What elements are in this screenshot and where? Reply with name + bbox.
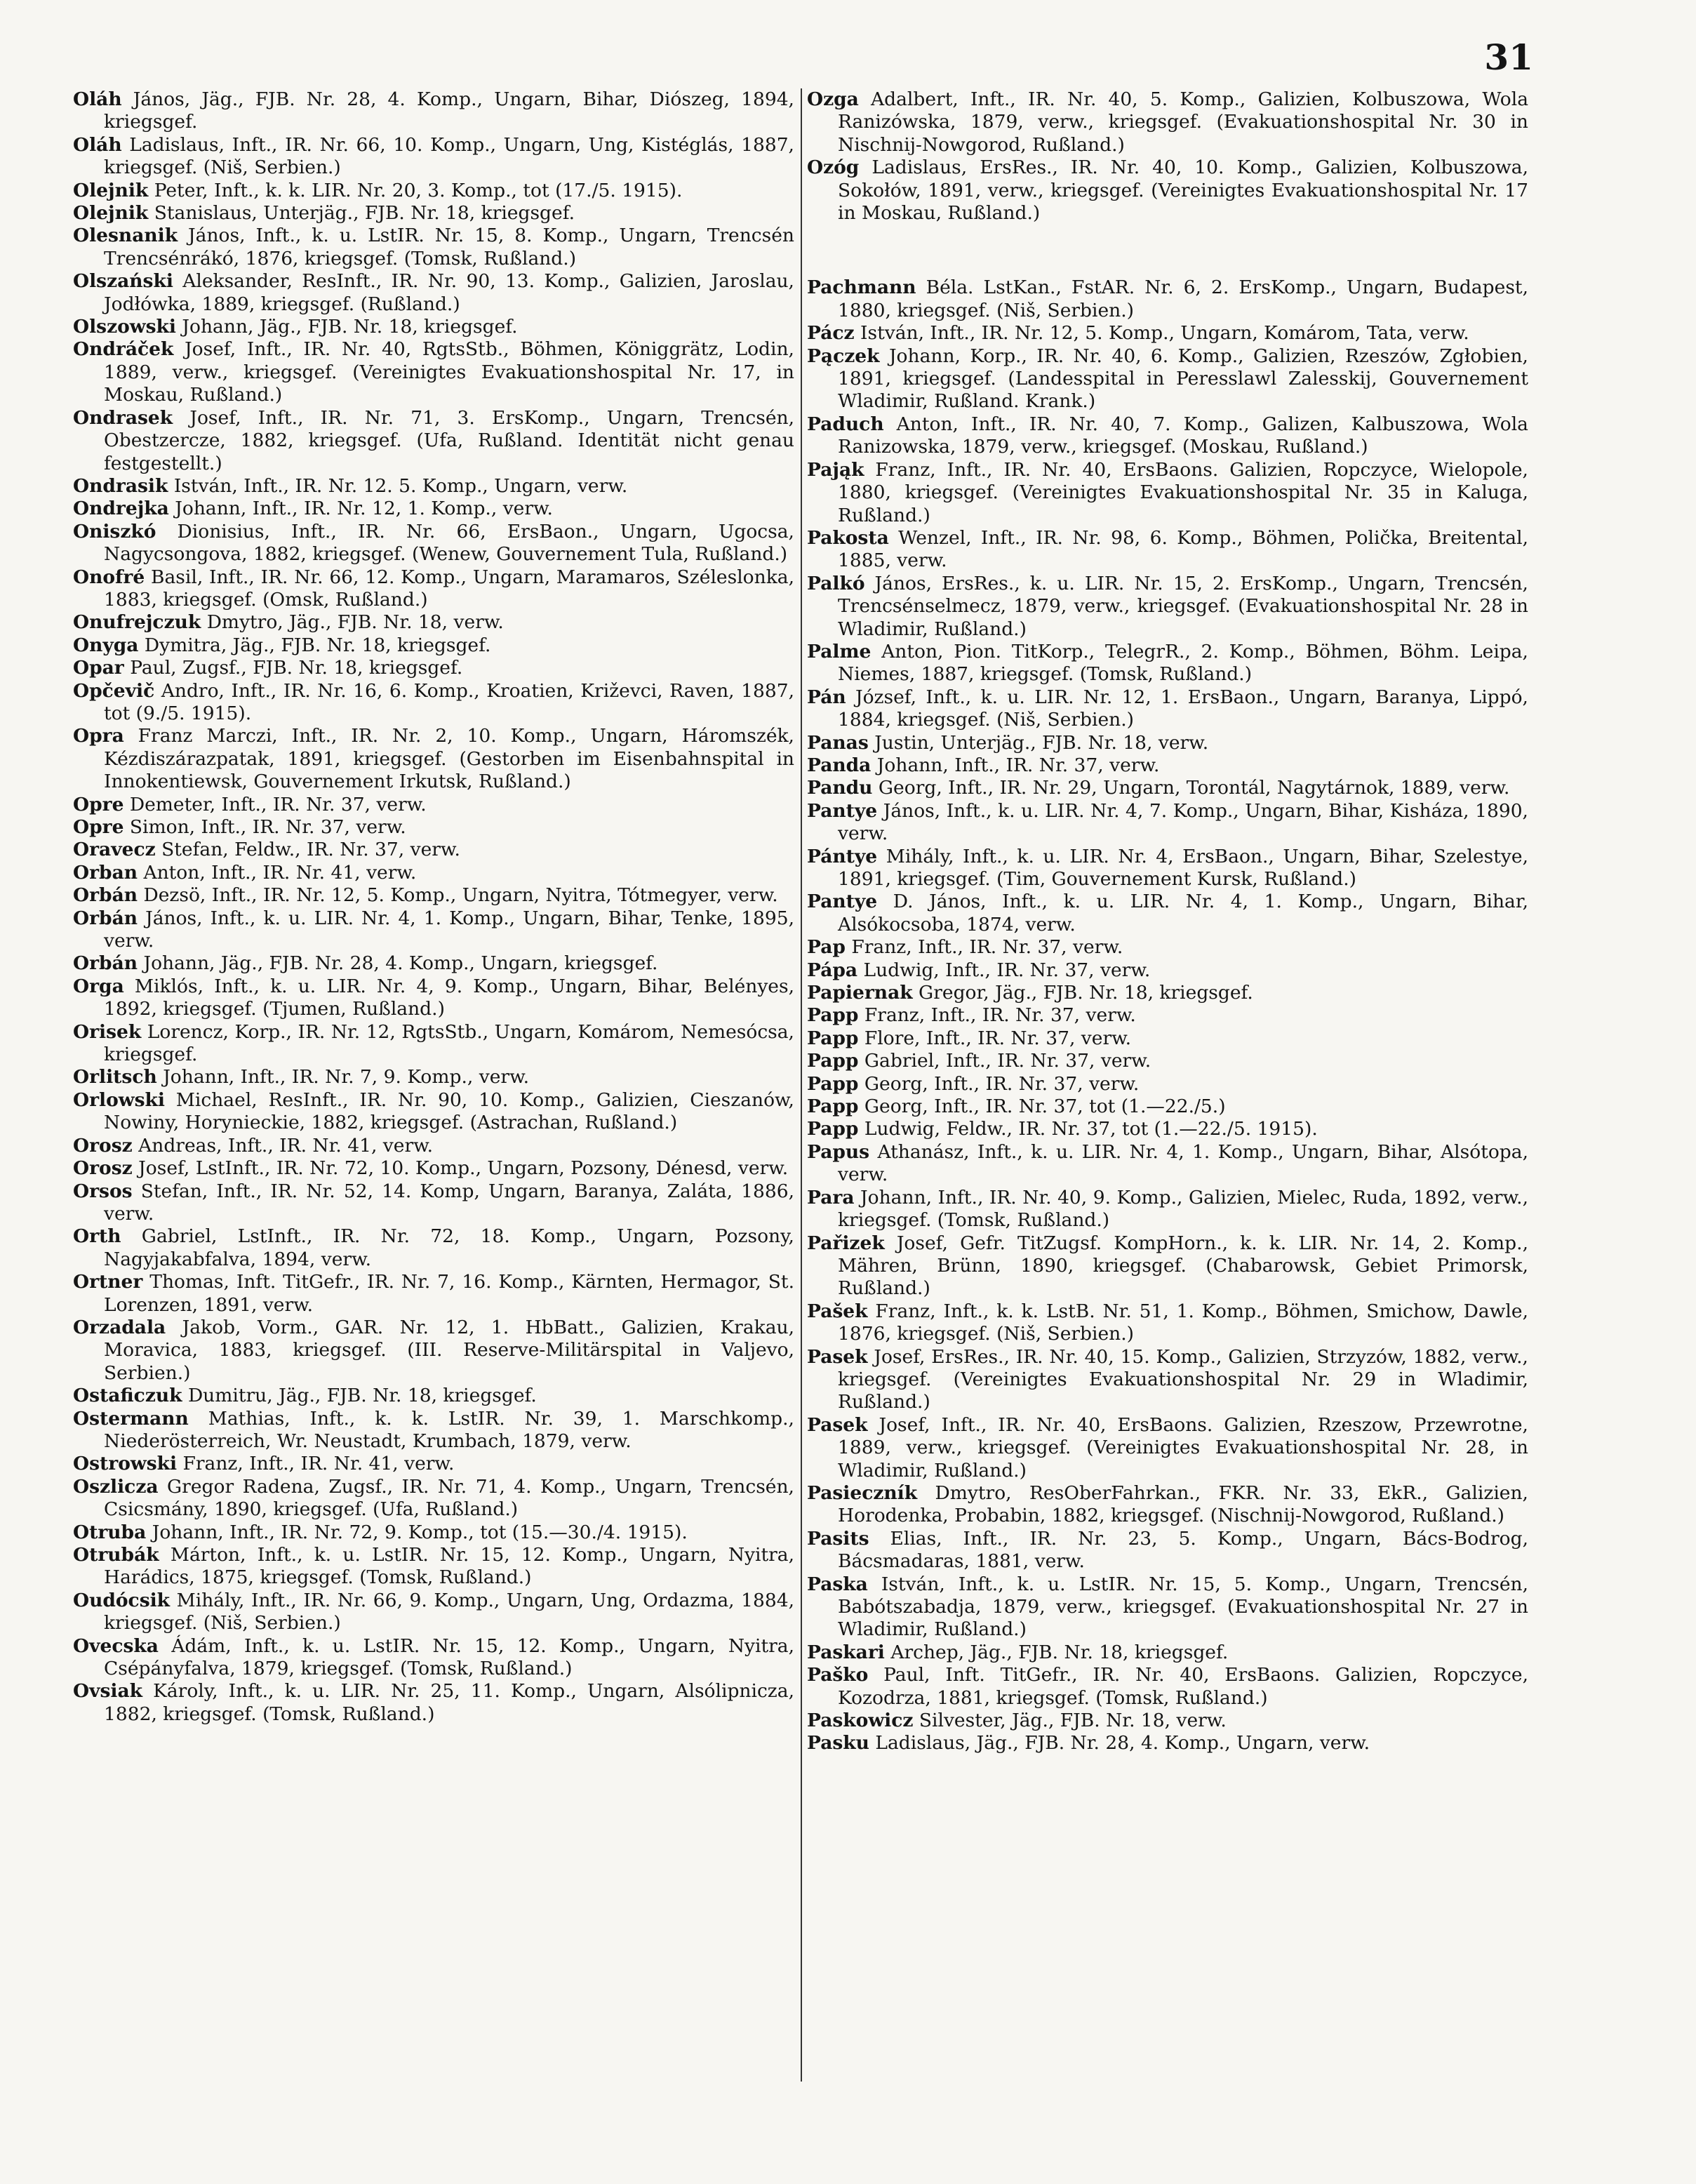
list-entry bbox=[807, 936, 1528, 959]
entry-surname: Ondrejka bbox=[73, 498, 169, 520]
entry-surname: Ozga bbox=[807, 88, 859, 110]
entry-surname: Oudócsik bbox=[73, 1589, 171, 1611]
entry-details: Josef, Inft., IR. Nr. 71, 3. ErsKomp., Ungarn, Trencsén, Obestzercze, 1882, kriegsgef. (Ufa, Rußland. Identität nicht genau festgestellt.) bbox=[104, 406, 794, 474]
list-entry bbox=[807, 641, 1528, 686]
list-entry bbox=[73, 338, 794, 406]
list-entry bbox=[73, 1180, 794, 1226]
list-entry bbox=[73, 1590, 794, 1635]
list-entry bbox=[73, 611, 794, 634]
list-entry bbox=[73, 1680, 794, 1726]
list-entry bbox=[807, 982, 1528, 1004]
entry-details: Franz, Inft., IR. Nr. 40, ErsBaons. Galizien, Ropczyce, Wielopole, 1880, kriegsgef. (Vereinigtes Evakuationshospital Nr. 35 in Kaluga, Rußland.) bbox=[838, 458, 1528, 526]
entry-surname: Ovsiak bbox=[73, 1680, 142, 1703]
list-entry bbox=[73, 1135, 794, 1157]
list-entry bbox=[73, 839, 794, 861]
entry-surname: Oravecz bbox=[73, 839, 156, 861]
entry-surname: Olejnik bbox=[73, 179, 149, 201]
list-entry bbox=[807, 686, 1528, 732]
entry-surname: Pápa bbox=[807, 959, 858, 981]
list-entry bbox=[73, 680, 794, 726]
entry-surname: Ondráček bbox=[73, 338, 174, 361]
left-column bbox=[73, 88, 794, 1726]
entry-details: Stanislaus, Unterjäg., FJB. Nr. 18, kriegsgef. bbox=[154, 202, 575, 225]
list-entry bbox=[73, 1271, 794, 1317]
list-entry bbox=[807, 1050, 1528, 1072]
entry-details: János, ErsRes., k. u. LIR. Nr. 15, 2. ErsKomp., Ungarn, Trencsén, Trencsénselmecz, 1879, verw., kriegsgef. (Evakuationshospital Nr. 28 in Wladimir, Rußland.) bbox=[838, 572, 1528, 640]
entry-details: Franz Marczi, Inft., IR. Nr. 2, 10. Komp., Ungarn, Háromszék, Kézdiszárazpatak, 1891, kriegsgef. (Gestorben im Eisenbahnspital in Innokentiewsk, Gouvernement Irkutsk, Rußland.) bbox=[104, 725, 794, 793]
entry-surname: Pařizek bbox=[807, 1232, 885, 1254]
list-entry bbox=[73, 407, 794, 475]
list-entry bbox=[73, 1066, 794, 1088]
entry-details: Paul, Inft. TitGefr., IR. Nr. 40, ErsBaons. Galizien, Ropczyce, Kozodrza, 1881, kriegsgef. (Tomsk, Rußland.) bbox=[838, 1664, 1528, 1709]
list-entry bbox=[73, 1317, 794, 1385]
entry-surname: Pająk bbox=[807, 458, 864, 481]
list-entry bbox=[807, 1118, 1528, 1140]
entry-details: Dezsö, Inft., IR. Nr. 12, 5. Komp., Ungarn, Nyitra, Tótmegyer, verw. bbox=[143, 884, 778, 907]
entry-details: Dumitru, Jäg., FJB. Nr. 18, kriegsgef. bbox=[187, 1385, 537, 1407]
list-entry bbox=[73, 1635, 794, 1681]
list-entry bbox=[73, 952, 794, 975]
entry-surname: Olejnik bbox=[73, 202, 149, 225]
list-entry bbox=[73, 1453, 794, 1475]
column-divider bbox=[801, 88, 802, 2082]
entry-details: Silvester, Jäg., FJB. Nr. 18, verw. bbox=[919, 1710, 1227, 1732]
entry-details: István, Inft., IR. Nr. 12. 5. Komp., Ungarn, verw. bbox=[173, 474, 628, 497]
entry-surname: Otruba bbox=[73, 1521, 147, 1543]
entry-surname: Papp bbox=[807, 1004, 859, 1027]
entry-details: Anton, Pion. TitKorp., TelegrR., 2. Komp., Böhmen, Böhm. Leipa, Niemes, 1887, kriegsgef. (Tomsk, Rußland.) bbox=[838, 640, 1528, 686]
entry-details: János, Inft., k. u. LstIR. Nr. 15, 8. Komp., Ungarn, Trencsén Trencsénrákó, 1876, kriegsgef. (Tomsk, Rußland.) bbox=[104, 225, 794, 269]
entry-details: Aleksander, ResInft., IR. Nr. 90, 13. Komp., Galizien, Jaroslau, Jodłówka, 1889, kriegsgef. (Rußland.) bbox=[104, 270, 794, 315]
entry-surname: Pácz bbox=[807, 322, 855, 345]
entry-surname: Onyga bbox=[73, 634, 139, 656]
entry-details: Archep, Jäg., FJB. Nr. 18, kriegsgef. bbox=[890, 1641, 1229, 1663]
entry-details: Johann, Inft., IR. Nr. 37, verw. bbox=[876, 754, 1160, 776]
list-entry bbox=[807, 800, 1528, 846]
list-entry bbox=[73, 976, 794, 1021]
entry-surname: Pap bbox=[807, 936, 846, 959]
entry-details: István, Inft., IR. Nr. 12, 5. Komp., Ungarn, Komárom, Tata, verw. bbox=[860, 322, 1469, 345]
list-entry bbox=[807, 1346, 1528, 1414]
entry-details: Basil, Inft., IR. Nr. 66, 12. Komp., Ungarn, Maramaros, Széleslonka, 1883, kriegsgef. (Omsk, Rußland.) bbox=[104, 566, 794, 611]
entry-surname: Orlowski bbox=[73, 1088, 165, 1111]
entry-surname: Papp bbox=[807, 1027, 859, 1049]
list-entry bbox=[73, 498, 794, 520]
list-entry bbox=[73, 1476, 794, 1522]
list-entry bbox=[73, 1089, 794, 1135]
list-entry bbox=[73, 270, 794, 316]
entry-surname: Para bbox=[807, 1186, 855, 1208]
list-entry bbox=[73, 884, 794, 907]
entry-details: Justin, Unterjäg., FJB. Nr. 18, verw. bbox=[874, 731, 1209, 754]
entry-surname: Pachmann bbox=[807, 277, 916, 299]
list-entry bbox=[807, 1232, 1528, 1300]
entry-details: Demeter, Inft., IR. Nr. 37, verw. bbox=[129, 793, 427, 815]
entry-surname: Onufrejczuk bbox=[73, 611, 201, 634]
entry-details: Wenzel, Inft., IR. Nr. 98, 6. Komp., Böhmen, Polička, Breitental, 1885, verw. bbox=[838, 526, 1528, 572]
list-entry bbox=[73, 88, 794, 134]
list-entry bbox=[807, 1664, 1528, 1710]
entry-surname: Orga bbox=[73, 975, 124, 997]
list-entry bbox=[807, 846, 1528, 891]
entry-surname: Onofré bbox=[73, 566, 145, 588]
entry-surname: Otrubák bbox=[73, 1544, 159, 1566]
entry-details: Franz, Inft., IR. Nr. 37, verw. bbox=[864, 1004, 1136, 1027]
entry-surname: Olszowski bbox=[73, 316, 176, 338]
entry-surname: Ozóg bbox=[807, 157, 860, 179]
entry-details: Mihály, Inft., k. u. LIR. Nr. 4, ErsBaon., Ungarn, Bihar, Szelestye, 1891, kriegsgef. (Tim, Gouvernement Kursk, Rußland.) bbox=[838, 845, 1528, 890]
list-entry bbox=[807, 1073, 1528, 1096]
entry-surname: Opčevič bbox=[73, 679, 155, 702]
list-entry bbox=[807, 157, 1528, 225]
list-entry bbox=[807, 345, 1528, 413]
entry-details: Johann, Inft., IR. Nr. 7, 9. Komp., verw. bbox=[163, 1066, 530, 1088]
entry-surname: Pasits bbox=[807, 1527, 869, 1550]
list-entry bbox=[73, 316, 794, 338]
entry-surname: Oniszkó bbox=[73, 520, 156, 542]
list-entry bbox=[73, 134, 794, 180]
entry-surname: Pakosta bbox=[807, 526, 889, 549]
list-entry bbox=[807, 754, 1528, 777]
list-entry bbox=[807, 1004, 1528, 1027]
list-entry bbox=[807, 777, 1528, 799]
entry-details: Johann, Inft., IR. Nr. 12, 1. Komp., verw. bbox=[175, 498, 553, 520]
entry-surname: Opar bbox=[73, 657, 124, 679]
entry-details: Stefan, Inft., IR. Nr. 52, 14. Komp, Ungarn, Baranya, Zaláta, 1886, verw. bbox=[104, 1180, 794, 1225]
list-entry bbox=[73, 657, 794, 679]
entry-details: Ludwig, Inft., IR. Nr. 37, verw. bbox=[863, 959, 1151, 981]
section-gap bbox=[807, 225, 1528, 277]
entry-surname: Orbán bbox=[73, 952, 138, 975]
list-entry bbox=[807, 1096, 1528, 1118]
entry-details: Anton, Inft., IR. Nr. 41, verw. bbox=[143, 861, 417, 884]
entry-details: István, Inft., k. u. LstIR. Nr. 15, 5. Komp., Ungarn, Trencsén, Babótszabadja, 1879, verw., kriegsgef. (Evakuationshospital Nr. 27 in Wladimir, Rußland.) bbox=[838, 1573, 1528, 1641]
entry-details: Mathias, Inft., k. k. LstIR. Nr. 39, 1. Marschkomp., Niederösterreich, Wr. Neustadt, Krumbach, 1879, verw. bbox=[104, 1407, 794, 1452]
entry-surname: Paduch bbox=[807, 413, 884, 435]
entry-details: D. János, Inft., k. u. LIR. Nr. 4, 1. Komp., Ungarn, Bihar, Alsókocsoba, 1874, verw. bbox=[838, 891, 1528, 935]
entry-surname: Panas bbox=[807, 731, 869, 754]
entry-details: Josef, ErsRes., IR. Nr. 40, 15. Komp., Galizien, Strzyzów, 1882, verw., kriegsgef. (Vereinigtes Evakuationshospital Nr. 29 in Wladimir, Rußland.) bbox=[838, 1345, 1528, 1413]
entry-surname: Paska bbox=[807, 1573, 868, 1595]
entry-surname: Pasek bbox=[807, 1413, 868, 1436]
entry-details: Gabriel, LstInft., IR. Nr. 72, 18. Komp., Ungarn, Pozsony, Nagyjakabfalva, 1894, verw. bbox=[104, 1225, 794, 1270]
entry-surname: Oláh bbox=[73, 88, 122, 110]
entry-surname: Panda bbox=[807, 754, 872, 776]
list-entry bbox=[73, 1385, 794, 1407]
entry-details: Béla. LstKan., FstAR. Nr. 6, 2. ErsKomp., Ungarn, Budapest, 1880, kriegsgef. (Niš, Serbien.) bbox=[838, 277, 1528, 321]
list-entry bbox=[807, 413, 1528, 459]
entry-surname: Paskowicz bbox=[807, 1710, 914, 1732]
list-entry bbox=[73, 816, 794, 839]
entry-details: Franz, Inft., IR. Nr. 41, verw. bbox=[182, 1453, 455, 1475]
list-entry bbox=[807, 527, 1528, 573]
entry-details: Márton, Inft., k. u. LstIR. Nr. 15, 12. Komp., Ungarn, Nyitra, Harádics, 1875, kriegsgef. (Tomsk, Rußland.) bbox=[104, 1544, 794, 1589]
entry-surname: Ovecska bbox=[73, 1634, 159, 1657]
list-entry bbox=[73, 862, 794, 884]
entry-details: Thomas, Inft. TitGefr., IR. Nr. 7, 16. Komp., Kärnten, Hermagor, St. Lorenzen, 1891, verw. bbox=[104, 1271, 794, 1316]
list-entry bbox=[73, 725, 794, 793]
entry-surname: Pandu bbox=[807, 777, 873, 799]
list-entry bbox=[807, 891, 1528, 936]
entry-details: Franz, Inft., IR. Nr. 37, verw. bbox=[851, 936, 1123, 959]
entry-details: Athanász, Inft., k. u. LIR. Nr. 4, 1. Komp., Ungarn, Bihar, Alsótopa, verw. bbox=[838, 1140, 1528, 1186]
entry-details: Andreas, Inft., IR. Nr. 41, verw. bbox=[138, 1134, 434, 1157]
list-entry bbox=[73, 202, 794, 225]
entry-surname: Pántye bbox=[807, 845, 878, 867]
entry-details: Johann, Jäg., FJB. Nr. 18, kriegsgef. bbox=[182, 316, 518, 338]
entry-surname: Oláh bbox=[73, 133, 122, 156]
right-column bbox=[807, 88, 1528, 1755]
list-entry bbox=[73, 1021, 794, 1067]
list-entry bbox=[807, 1141, 1528, 1187]
entry-surname: Ostrowski bbox=[73, 1453, 178, 1475]
entry-details: Josef, Inft., IR. Nr. 40, ErsBaons. Galizien, Rzeszow, Przewrotne, 1889, verw., kriegsgef. (Vereinigtes Evakuationshospital Nr. 28, in Wladimir, Rußland.) bbox=[838, 1413, 1528, 1481]
entry-details: Dmytro, Jäg., FJB. Nr. 18, verw. bbox=[206, 611, 504, 634]
entry-details: Miklós, Inft., k. u. LIR. Nr. 4, 9. Komp., Ungarn, Bihar, Belényes, 1892, kriegsgef. (Tjumen, Rußland.) bbox=[104, 975, 794, 1020]
entry-details: Georg, Inft., IR. Nr. 29, Ungarn, Torontál, Nagytárnok, 1889, verw. bbox=[878, 777, 1510, 799]
entry-surname: Ortner bbox=[73, 1271, 143, 1293]
entry-surname: Orosz bbox=[73, 1157, 133, 1180]
entry-details: Paul, Zugsf., FJB. Nr. 18, kriegsgef. bbox=[130, 657, 463, 679]
list-entry bbox=[807, 1187, 1528, 1232]
entry-details: Adalbert, Inft., IR. Nr. 40, 5. Komp., Galizien, Kolbuszowa, Wola Ranizówska, 1879, verw., kriegsgef. (Evakuationshospital Nr. 30 in Nischnij-Nowgorod, Rußland.) bbox=[838, 88, 1528, 156]
entry-surname: Pasieczník bbox=[807, 1481, 918, 1504]
list-entry bbox=[807, 322, 1528, 345]
entry-details: Josef, Inft., IR. Nr. 40, RgtsStb., Böhmen, Königgrätz, Lodin, 1889, verw., kriegsgef. (Vereinigtes Evakuationshospital Nr. 17, in Moskau, Rußland.) bbox=[104, 338, 794, 406]
entry-surname: Papp bbox=[807, 1050, 859, 1072]
entry-surname: Ostermann bbox=[73, 1407, 189, 1430]
list-entry bbox=[73, 180, 794, 202]
entry-details: József, Inft., k. u. LIR. Nr. 12, 1. ErsBaon., Ungarn, Baranya, Lippó, 1884, kriegsgef. (Niš, Serbien.) bbox=[838, 686, 1528, 731]
entry-details: Johann, Inft., IR. Nr. 72, 9. Komp., tot (15.—30./4. 1915). bbox=[152, 1521, 688, 1543]
entry-details: Peter, Inft., k. k. LIR. Nr. 20, 3. Komp., tot (17./5. 1915). bbox=[154, 179, 683, 201]
list-entry bbox=[73, 1522, 794, 1544]
entry-details: Mihály, Inft., IR. Nr. 66, 9. Komp., Ungarn, Ung, Ordazma, 1884, kriegsgef. (Niš, Serbien.) bbox=[104, 1589, 794, 1634]
list-entry bbox=[807, 1710, 1528, 1732]
entry-surname: Palme bbox=[807, 640, 872, 662]
entry-details: Franz, Inft., k. k. LstB. Nr. 51, 1. Komp., Böhmen, Smichow, Dawle, 1876, kriegsgef. (Niš, Serbien.) bbox=[838, 1300, 1528, 1345]
entry-details: Lorencz, Korp., IR. Nr. 12, RgtsStb., Ungarn, Komárom, Nemesócsa, kriegsgef. bbox=[104, 1020, 794, 1066]
entry-details: János, Inft., k. u. LIR. Nr. 4, 1. Komp., Ungarn, Bihar, Tenke, 1895, verw. bbox=[104, 907, 794, 952]
list-entry bbox=[807, 1642, 1528, 1664]
entry-surname: Ondrasek bbox=[73, 406, 173, 429]
entry-surname: Opra bbox=[73, 725, 124, 747]
entry-details: Ádám, Inft., k. u. LstIR. Nr. 15, 12. Komp., Ungarn, Nyitra, Csépányfalva, 1879, kriegsgef. (Tomsk, Rußland.) bbox=[104, 1634, 794, 1680]
entry-details: Ladislaus, ErsRes., IR. Nr. 40, 10. Komp., Galizien, Kolbuszowa, Sokołów, 1891, verw., kriegsgef. (Vereinigtes Evakuationshospital Nr. 17 in Moskau, Rußland.) bbox=[838, 157, 1528, 225]
entry-surname: Orlitsch bbox=[73, 1066, 157, 1088]
list-entry bbox=[807, 1482, 1528, 1528]
list-entry bbox=[807, 1732, 1528, 1754]
entry-surname: Papiernak bbox=[807, 982, 913, 1004]
entry-surname: Orsos bbox=[73, 1180, 133, 1202]
list-entry bbox=[807, 1414, 1528, 1482]
entry-details: Michael, ResInft., IR. Nr. 90, 10. Komp., Galizien, Cieszanów, Nowiny, Horynieckie, 1882, kriegsgef. (Astrachan, Rußland.) bbox=[104, 1088, 794, 1134]
entry-details: Georg, Inft., IR. Nr. 37, verw. bbox=[864, 1072, 1140, 1095]
entry-details: Elias, Inft., IR. Nr. 23, 5. Komp., Ungarn, Bács-Bodrog, Bácsmadaras, 1881, verw. bbox=[838, 1527, 1528, 1573]
entry-details: Dionisius, Inft., IR. Nr. 66, ErsBaon., Ungarn, Ugocsa, Nagycsongova, 1882, kriegsgef. (Wenew, Gouvernement Tula, Rußland.) bbox=[104, 520, 794, 566]
list-entry bbox=[807, 959, 1528, 982]
entry-surname: Papp bbox=[807, 1072, 859, 1095]
list-entry bbox=[73, 1157, 794, 1180]
entry-details: Dymitra, Jäg., FJB. Nr. 18, kriegsgef. bbox=[144, 634, 491, 656]
page-number: 31 bbox=[1484, 36, 1533, 78]
entry-surname: Orosz bbox=[73, 1134, 133, 1157]
list-entry bbox=[73, 225, 794, 270]
list-entry bbox=[807, 277, 1528, 322]
entry-details: Georg, Inft., IR. Nr. 37, tot (1.—22./5.) bbox=[864, 1096, 1226, 1118]
entry-details: Dmytro, ResOberFahrkan., FKR. Nr. 33, EkR., Galizien, Horodenka, Probabin, 1882, kriegsgef. (Nischnij-Nowgorod, Rußland.) bbox=[838, 1481, 1528, 1527]
entry-surname: Opre bbox=[73, 816, 124, 838]
list-entry bbox=[73, 475, 794, 498]
entry-surname: Pán bbox=[807, 686, 846, 708]
list-entry bbox=[73, 907, 794, 953]
entry-details: Jakob, Vorm., GAR. Nr. 12, 1. HbBatt., Galizien, Krakau, Moravica, 1883, kriegsgef. (III. Reserve-Militärspital in Valjevo, Serbien.) bbox=[104, 1316, 794, 1384]
list-entry bbox=[807, 459, 1528, 527]
entry-details: Gregor Radena, Zugsf., IR. Nr. 71, 4. Komp., Ungarn, Trencsén, Csicsmány, 1890, kriegsgef. (Ufa, Rußland.) bbox=[104, 1475, 794, 1521]
entry-details: Ludwig, Feldw., IR. Nr. 37, tot (1.—22./5. 1915). bbox=[864, 1118, 1318, 1140]
entry-details: Simon, Inft., IR. Nr. 37, verw. bbox=[129, 816, 406, 838]
entry-surname: Orth bbox=[73, 1225, 121, 1248]
list-entry bbox=[73, 1408, 794, 1453]
entry-surname: Palkó bbox=[807, 572, 865, 594]
entry-details: Johann, Jäg., FJB. Nr. 28, 4. Komp., Ungarn, kriegsgef. bbox=[143, 952, 658, 975]
entry-surname: Pasek bbox=[807, 1345, 868, 1368]
entry-details: Anton, Inft., IR. Nr. 40, 7. Komp., Galizen, Kalbuszowa, Wola Ranizowska, 1879, verw., kriegsgef. (Moskau, Rußland.) bbox=[838, 413, 1528, 458]
list-entry bbox=[807, 1528, 1528, 1573]
entry-details: Josef, Gefr. TitZugsf. KompHorn., k. k. LIR. Nr. 14, 2. Komp., Mähren, Brünn, 1890, kriegsgef. (Chabarowsk, Gebiet Primorsk, Rußland.) bbox=[838, 1232, 1528, 1300]
list-entry bbox=[807, 732, 1528, 754]
entry-surname: Orisek bbox=[73, 1020, 142, 1043]
entry-surname: Ondrasik bbox=[73, 474, 168, 497]
entry-details: Stefan, Feldw., IR. Nr. 37, verw. bbox=[161, 839, 460, 861]
entry-surname: Ostaficzuk bbox=[73, 1385, 182, 1407]
entry-details: János, Jäg., FJB. Nr. 28, 4. Komp., Ungarn, Bihar, Diószeg, 1894, kriegsgef. bbox=[104, 88, 794, 133]
list-entry bbox=[73, 566, 794, 612]
entry-details: Josef, LstInft., IR. Nr. 72, 10. Komp., Ungarn, Pozsony, Dénesd, verw. bbox=[138, 1157, 789, 1180]
entry-details: Ladislaus, Inft., IR. Nr. 66, 10. Komp., Ungarn, Ung, Kistéglás, 1887, kriegsgef. (Niš, Serbien.) bbox=[104, 133, 794, 179]
entry-surname: Pašek bbox=[807, 1300, 868, 1322]
entry-surname: Pantye bbox=[807, 891, 878, 913]
entry-details: Andro, Inft., IR. Nr. 16, 6. Komp., Kroatien, Križevci, Raven, 1887, tot (9./5. 1915). bbox=[104, 679, 794, 724]
list-entry bbox=[807, 1300, 1528, 1346]
entry-surname: Paško bbox=[807, 1664, 869, 1686]
entry-surname: Orbán bbox=[73, 884, 138, 907]
entry-surname: Orzadala bbox=[73, 1316, 166, 1338]
entry-surname: Olesnanik bbox=[73, 225, 178, 247]
entry-details: János, Inft., k. u. LIR. Nr. 4, 7. Komp., Ungarn, Bihar, Kisháza, 1890, verw. bbox=[838, 799, 1528, 845]
entry-surname: Papp bbox=[807, 1096, 859, 1118]
entry-details: Ladislaus, Jäg., FJB. Nr. 28, 4. Komp., Ungarn, verw. bbox=[875, 1732, 1370, 1754]
entry-surname: Pasku bbox=[807, 1732, 869, 1754]
list-entry bbox=[73, 1225, 794, 1271]
entry-details: Gabriel, Inft., IR. Nr. 37, verw. bbox=[864, 1050, 1151, 1072]
entry-details: Johann, Inft., IR. Nr. 40, 9. Komp., Galizien, Mielec, Ruda, 1892, verw., kriegsgef. (Tomsk, Rußland.) bbox=[838, 1186, 1528, 1232]
entry-details: Johann, Korp., IR. Nr. 40, 6. Komp., Galizien, Rzeszów, Zgłobien, 1891, kriegsgef. (Landesspital in Peresslawl Zalesskij, Gouvernement Wladimir, Rußland. Krank.) bbox=[838, 345, 1528, 413]
entry-details: Gregor, Jäg., FJB. Nr. 18, kriegsgef. bbox=[919, 982, 1253, 1004]
entry-surname: Orbán bbox=[73, 907, 138, 929]
list-entry bbox=[807, 1573, 1528, 1642]
list-entry bbox=[807, 573, 1528, 641]
entry-surname: Opre bbox=[73, 793, 124, 815]
entry-surname: Papp bbox=[807, 1118, 859, 1140]
entry-surname: Oszlicza bbox=[73, 1475, 159, 1498]
list-entry bbox=[73, 794, 794, 816]
entry-details: Károly, Inft., k. u. LIR. Nr. 25, 11. Komp., Ungarn, Alsólipnicza, 1882, kriegsgef. (Tomsk, Rußland.) bbox=[104, 1680, 794, 1725]
list-entry bbox=[807, 88, 1528, 157]
list-entry bbox=[73, 634, 794, 657]
entry-surname: Papus bbox=[807, 1140, 870, 1163]
list-entry bbox=[73, 1544, 794, 1590]
entry-surname: Pantye bbox=[807, 799, 878, 822]
entry-surname: Olszański bbox=[73, 270, 173, 293]
entry-surname: Paskari bbox=[807, 1641, 885, 1663]
entry-details: Flore, Inft., IR. Nr. 37, verw. bbox=[864, 1027, 1132, 1049]
entry-surname: Orban bbox=[73, 861, 138, 884]
list-entry bbox=[73, 521, 794, 566]
entry-surname: Pączek bbox=[807, 345, 880, 367]
list-entry bbox=[807, 1027, 1528, 1050]
